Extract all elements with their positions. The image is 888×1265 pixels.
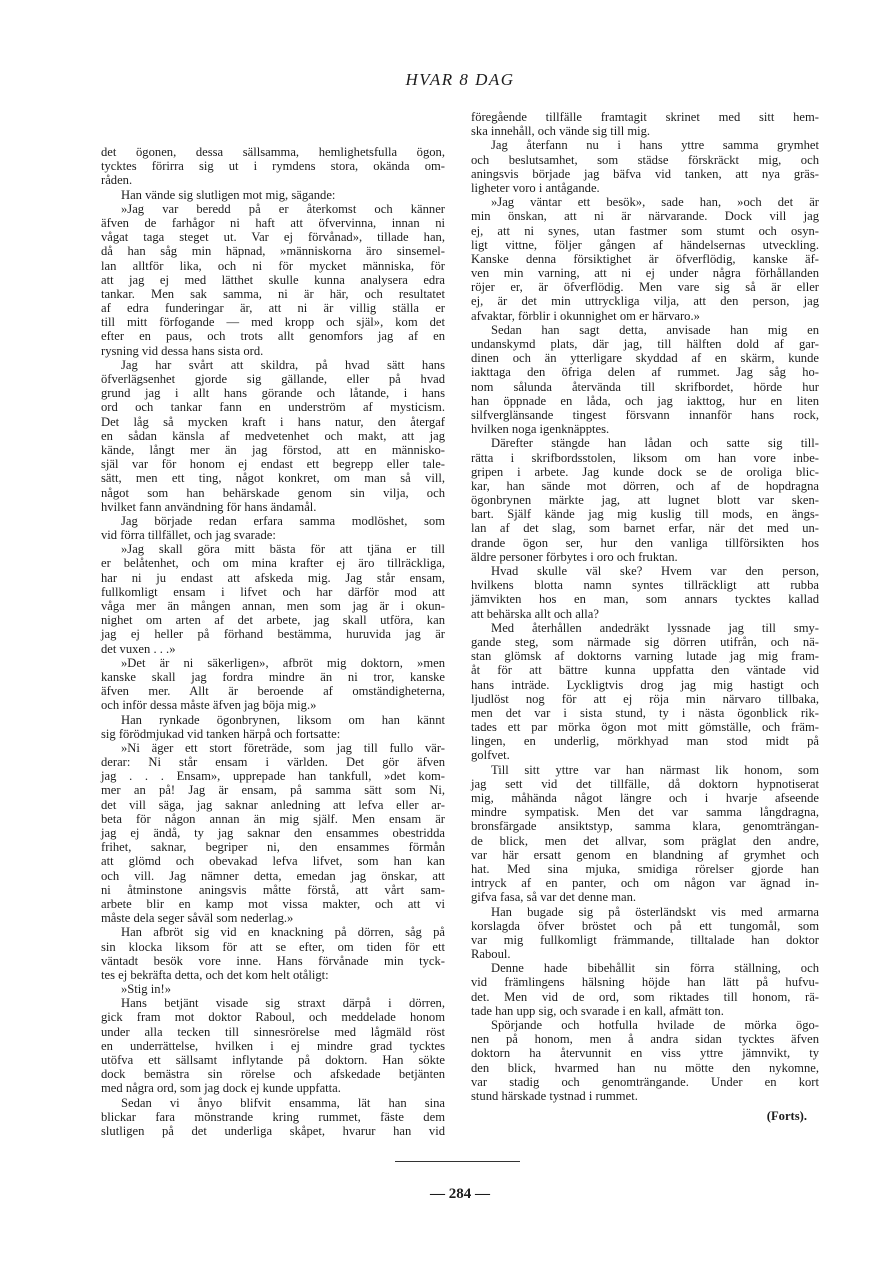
text-line: äfven mer. Allt är beroende af omständigheterna, <box>101 684 445 699</box>
text-line: af edra funderingar är, att ni är villig ställa er <box>101 301 445 316</box>
paragraph <box>101 188 445 202</box>
text-line: hvilken noga igenknäpptes. <box>471 422 610 437</box>
text-line: och inför dessa måste äfven jag böja mig.» <box>101 698 317 713</box>
text-line: utöfva ett sällsamt inflytande på doktorn. Han sökte <box>101 1053 445 1067</box>
paragraph <box>101 202 445 358</box>
text-line: Sedan han sagt detta, anvisade han mig en <box>491 322 819 337</box>
text-line: gande steg, som närmade sig dörren utifrån, och nä- <box>471 634 819 649</box>
text-column-left <box>101 145 445 1138</box>
paragraph <box>471 961 819 1018</box>
text-line: Han bugade sig på österländskt vis med armarna <box>491 904 819 919</box>
text-line: sig förödmjukad vid tanken härpå och fortsatte: <box>101 726 341 741</box>
text-line: måste dela seger såväl som nederlag.» <box>101 911 294 926</box>
text-line: dinen och än ytterligare skyddad af en skärm, kunde <box>471 351 819 366</box>
text-line: jag ej ändå, ty jag saknar den ensammes obestridda <box>101 826 445 840</box>
text-line: »Jag skall göra mitt bästa för att tjäna er till <box>121 542 445 557</box>
paragraph <box>471 110 819 138</box>
text-line: åt för att bättre kunna uppfatta den väntade vid <box>471 663 819 678</box>
paragraph <box>101 358 445 514</box>
paragraph <box>101 514 445 542</box>
text-line: ven min varning, att ni ej under några förhållanden <box>471 266 819 281</box>
text-line: det vill säga, jag saknar anledning att lefva eller ar- <box>101 797 445 812</box>
paragraph <box>471 564 819 621</box>
paragraph <box>101 542 445 656</box>
text-line: äldre personer förbytes i oro och fruktan. <box>471 549 678 564</box>
paragraph <box>101 713 445 741</box>
text-line: mig, måhända något längre och i hvarje afseende <box>471 791 819 805</box>
text-line: ljudlöst nog för att ej röja min närvaro tillbaka, <box>471 691 819 706</box>
text-line: korslagda öfver bröstet och på ett tungomål, som <box>471 918 819 933</box>
text-line: silfverglänsande tingest försvann innanför hans rock, <box>471 407 819 422</box>
text-line: sin klocka liksom för att se efter, om tiden för ett <box>101 939 445 954</box>
text-line: att behärska allt och alla? <box>471 606 599 621</box>
text-line: tades ett par mörka ögon mot mitt gömställe, och främ- <box>471 720 819 735</box>
text-line: det vuxen . . .» <box>101 641 176 656</box>
text-line: afvaktar, förblir i okunnighet om er härvaro.» <box>471 308 700 323</box>
text-line: rysning vid dessa hans sista ord. <box>101 343 264 358</box>
text-line: jämvikten hos en man, som annars tycktes kallad <box>471 592 819 607</box>
text-line: var här ersatt genom en blandning af grymhet och <box>471 847 819 862</box>
paragraph <box>101 982 445 996</box>
footer-rule <box>395 1161 520 1162</box>
text-line: stund härskade tystnad i rummet. <box>471 1088 638 1103</box>
paragraph <box>471 905 819 962</box>
paragraph <box>471 138 819 195</box>
text-line: tes ej bekräfta detta, och det kom helt otåligt: <box>101 967 329 982</box>
text-line: något som han behärskade genom sin vilja, och <box>101 485 445 500</box>
paragraph <box>471 195 819 323</box>
text-line: grund jag i allt hans görande och låtande, i hans <box>101 386 445 401</box>
text-line: ni åtminstone aningsvis måtte förstå, att vårt sam- <box>101 882 445 897</box>
text-line: bart. Själf kände jag mig kuslig till mods, en ängs- <box>471 507 819 522</box>
text-line: Kanske denna försiktighet är öfverflödig, kanske äf- <box>471 251 819 266</box>
text-line: mer an på! Jag är ensam, på samma sätt som Ni, <box>101 783 445 798</box>
text-line: kar, han sände mot dörren, och af de hopdragna <box>471 478 819 493</box>
text-line: öfverlägsenhet gjorde sig gällande, eller på hvad <box>101 372 445 386</box>
paragraph <box>101 925 445 982</box>
text-line: har ni ju endast att afskeda mig. Jag står ensam, <box>101 570 445 585</box>
text-line: till mitt förfogande — med kropp och själ», kom det <box>101 315 445 330</box>
text-line: tankar. Men sak samma, ni är här, och resultatet <box>101 286 445 301</box>
text-line: intryck af en panter, och om någon var ägnad in- <box>471 876 819 891</box>
text-line: ligt vittne, följer gången af händelsernas utveckling. <box>471 237 819 252</box>
text-column-right <box>471 110 819 1123</box>
paragraph <box>471 323 819 437</box>
text-line: »Jag var beredd på er återkomst och känner <box>121 201 445 216</box>
text-line: Han afbröt sig vid en knackning på dörren, såg på <box>121 925 445 940</box>
text-line: då han såg min häpnad, »människorna äro sinsemel- <box>101 244 445 259</box>
text-line: stan glömsk af doktorns varning lutade jag mig fram- <box>471 649 819 664</box>
text-line: arbete blir en kamp mot vissa makter, och att vi <box>101 896 445 911</box>
text-line: gifva fasa, så var det denne man. <box>471 890 637 905</box>
text-line: han öppnade en låda, och jag iakttog, hur en liten <box>471 393 819 408</box>
text-line: att glömd och obevakad lefva lifvet, som han kan <box>101 854 445 869</box>
text-line: äfven de farhågor ni haft att öfvervinna, innan ni <box>101 215 445 230</box>
text-line: Därefter stängde han lådan och satte sig till- <box>491 436 819 451</box>
text-line: gripen i arbete. Jag kunde dock se de oroliga blic- <box>471 464 819 479</box>
text-line: vid främlingens hälsning höjde han lätt på hufvu- <box>471 975 819 990</box>
text-line: Jag började redan erfara samma modlöshet, som <box>121 513 445 528</box>
paragraph <box>471 621 819 763</box>
text-line: lingen, en underlig, mörkhyad man stod midt på <box>471 734 819 749</box>
text-line: tade han upp sig, och svarade i en kall, afmätt ton. <box>471 1003 724 1018</box>
text-line: Han vände sig slutligen mot mig, sägande: <box>121 187 336 202</box>
text-line: rätta i skrifbordsstolen, liksom om han vore inbe- <box>471 450 819 465</box>
text-line: hvilkens blotta namn syntes tillräckligt att rubba <box>471 578 819 593</box>
text-line: men det var i sista stund, ty i nästa ögonblick rik- <box>471 705 819 720</box>
text-line: »Stig in!» <box>121 982 172 997</box>
text-line: er belåtenhet, och om mina krafter ej äro tillräckliga, <box>101 556 445 571</box>
page-number: — 284 — <box>430 1186 490 1202</box>
text-line: »Det är ni säkerligen», afbröt mig doktorn, »men <box>121 655 445 670</box>
continued-note: (Forts). <box>766 1109 807 1124</box>
text-line: kände, långt mer än jag förstod, att en människo- <box>101 442 445 457</box>
text-line: en sådan känsla af medvetenhet och makt, att jag <box>101 428 445 443</box>
text-line: nom sålunda återvända till skrifbordet, hörde hur <box>471 379 819 394</box>
paragraph <box>101 741 445 925</box>
text-line: jag sett vid det tillfälle, då doktorn hypnotiserat <box>471 776 819 791</box>
text-line: ligheter voro i antågande. <box>471 180 600 195</box>
text-line: golfvet. <box>471 748 510 763</box>
text-line: slutligen på det underliga skåpet, hvarur han vid <box>101 1123 445 1138</box>
text-line: ord och tankar fann en underström af mysticism. <box>101 400 445 415</box>
paragraph <box>471 436 819 564</box>
text-line: väntadt besök vore inne. Hans förvånade min tyck- <box>101 953 445 968</box>
text-line: gick fram mot doktor Raboul, och meddelade honom <box>101 1010 445 1025</box>
text-line: Sedan vi ånyo blifvit ensamma, lät han sina <box>121 1095 445 1110</box>
text-line: det. Men vid de ord, som riktades till honom, rä- <box>471 989 819 1004</box>
text-line: ej, att ni synes, utan fastmer som stumt och osyn- <box>471 223 819 238</box>
text-line: själ var för honom ej endast ett begrepp eller tale- <box>101 457 445 472</box>
text-line: ögonbrynen märkte jag, att lugnet blott var sken- <box>471 493 819 508</box>
text-line: lan af det slag, som barnet erfar, när det med un- <box>471 521 819 536</box>
text-line: frihet, saknar, begriper ni, den ensammes förmån <box>101 840 445 855</box>
text-line: Han rynkade ögonbrynen, liksom om han kännt <box>121 712 445 727</box>
text-line: kanske skall jag fordra mindre än ni tror, kanske <box>101 669 445 684</box>
text-line: Till sitt yttre var han närmast lik honom, som <box>491 762 819 777</box>
text-line: ska innehåll, och vände sig till mig. <box>471 124 651 139</box>
paragraph <box>101 656 445 713</box>
text-line: Hans betjänt visade sig straxt därpå i dörren, <box>121 996 445 1011</box>
text-line: lan alltför lika, och ni för mycket människa, för <box>101 258 445 273</box>
text-line: Det låg så mycken kraft i hans natur, den återgaf <box>101 414 445 429</box>
text-line: Hvad skulle väl ske? Hvem var den person, <box>491 564 819 578</box>
text-line: Med återhållen andedräkt lyssnade jag till smy- <box>491 620 819 635</box>
paragraph <box>101 996 445 1095</box>
text-line: under alla tecken till sinnesrörelse med lågmäld röst <box>101 1024 445 1039</box>
text-line: de blick, men det allvar, som präglat den andre, <box>471 833 819 848</box>
text-line: min önskan, att ni är närvarande. Dock vill jag <box>471 209 819 224</box>
text-line: efter en paus, och trots allt genomfors jag af en <box>101 329 445 344</box>
text-line: vågat taga steget ut. Var ej förvånad», tillade han, <box>101 230 445 245</box>
text-line: ej, är det min uttryckliga vilja, att den person, jag <box>471 294 819 309</box>
text-line: och vill. Jag nämner detta, emedan jag önskar, att <box>101 868 445 883</box>
text-line: jag . . . Ensam», upprepade han tankfull, »det kom- <box>101 769 445 784</box>
text-line: Jag har svårt att skildra, på hvad sätt hans <box>121 357 445 372</box>
text-line: nighet om arten af det arbete, jag skall utföra, kan <box>101 613 445 628</box>
text-line: dock bemästra sin rörelse och afskedade betjänten <box>101 1067 445 1082</box>
text-line: aningsvis började jag bäfva vid tanken, att nya gräs- <box>471 166 819 181</box>
text-line: mindre sympatisk. Men det var samma långdragna, <box>471 805 819 820</box>
text-line: hvilket fann användning för hans ändamål. <box>101 499 317 514</box>
text-line: vid förra tillfället, och jag svarade: <box>101 528 276 543</box>
paragraph <box>471 763 819 905</box>
text-line: den blick, hvarmed han nu mötte den nykomne, <box>471 1060 819 1075</box>
text-line: det ögonen, dessa sällsamma, hemlighetsfulla ögon, <box>101 145 445 159</box>
text-line: drande ögon ser, hur den vanliga tillförsikten hos <box>471 535 819 550</box>
text-line: råden. <box>101 173 133 188</box>
text-line: derar: Ni står ensam i världen. Det gör äfven <box>101 755 445 770</box>
text-line: röjer er, är öfverflödig. Men vare sig så är eller <box>471 280 819 295</box>
text-line: tycktes förirra sig ut i rymdens stora, okända om- <box>101 159 445 174</box>
text-line: »Ni äger ett stort företräde, som jag till fullo vär- <box>121 740 445 755</box>
text-line: och beslutsamhet, som städse förskräckt mig, och <box>471 152 819 167</box>
paragraph <box>101 145 445 188</box>
text-line: bronsfärgade ansiktstyp, samma klara, genomträngan- <box>471 819 819 834</box>
text-line: beta för någon annan än mig själf. Men ensam är <box>101 811 445 826</box>
text-line: föregående tillfälle framtagit skrinet med sitt hem- <box>471 110 819 124</box>
text-line: undanskymd plats, där jag, till hälften dold af gar- <box>471 337 819 351</box>
text-line: hans inträde. Lyckligtvis drog jag mig hastigt och <box>471 677 819 692</box>
text-line: var stadig och genomträngande. Under en kort <box>471 1074 819 1089</box>
text-line: var mig fullkomligt främmande, tilltalade han doktor <box>471 932 819 947</box>
text-line: våga mer än mången annan, men som jag är i okun- <box>101 599 445 613</box>
text-line: iakttaga den öfriga delen af rummet. Jag såg ho- <box>471 365 819 380</box>
text-line: nen på honom, men å andra sidan tycktes äfven <box>471 1032 819 1047</box>
paragraph <box>101 1096 445 1139</box>
text-line: sätt, men ett ting, något konkret, om man så vill, <box>101 471 445 486</box>
paragraph <box>471 1018 819 1103</box>
text-line: hat. Med sina mjuka, smidiga rörelser gjorde han <box>471 861 819 876</box>
text-line: fullkomligt ensam i lifvet och har därför mod att <box>101 584 445 599</box>
text-line: Spörjande och hotfulla hvilade de mörka ögo- <box>491 1018 819 1032</box>
text-line: att jag ej med lätthet skulle kunna analysera edra <box>101 272 445 287</box>
text-line: en underrättelse, hvilken i ej mindre grad tycktes <box>101 1038 445 1053</box>
text-line: med några ord, som jag dock ej kunde uppfatta. <box>101 1081 341 1096</box>
text-line: Jag återfann nu i hans yttre samma grymhet <box>491 138 819 153</box>
text-line: Denne hade bibehållit sin förra ställning, och <box>491 961 819 976</box>
text-line: blickar fara mönstrande kring rummet, fäste dem <box>101 1109 445 1124</box>
text-line: Raboul. <box>471 947 511 962</box>
page-header-title: HVAR 8 DAG <box>405 70 515 89</box>
text-line: »Jag väntar ett besök», sade han, »och det är <box>491 195 819 210</box>
text-line: jag ej heller på förhand bestämma, huruvida jag är <box>101 627 445 642</box>
text-line: doktorn ha återvunnit en viss yttre jämnvikt, ty <box>471 1046 819 1061</box>
